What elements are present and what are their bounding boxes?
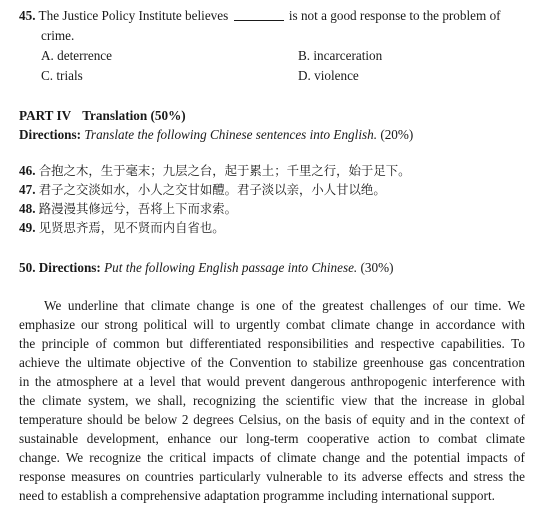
passage-line: the principle of common but differentiated responsibilities and respective capabilities. To <box>19 336 525 351</box>
directions-label: Directions: <box>19 127 82 142</box>
item-text: 见贤思齐焉，见不贤而内自省也。 <box>38 220 225 235</box>
directions-text: Put the following English passage into Chinese. <box>104 260 358 275</box>
item-number: 49. <box>19 220 36 235</box>
passage-line: response measures on countries particularly vulnerable to its adverse effects and stress the <box>19 469 525 484</box>
part-directions <box>19 125 413 144</box>
item-text: 路漫漫其修远兮，吾将上下而求索。 <box>38 201 238 216</box>
passage-line: need to establish a comprehensive adaptation programme including international support. <box>19 488 496 503</box>
part-label: PART IV <box>19 108 71 123</box>
item-text: 君子之交淡如水，小人之交甘如醴。君子淡以亲，小人甘以绝。 <box>38 182 386 197</box>
passage-line: change. We recognize the critical impacts of climate change and the potential impacts of <box>19 450 525 465</box>
option-c: C. trials <box>41 68 83 83</box>
passage-line: emphasize our strong political will to urgently combat climate change in accordance with <box>19 317 525 332</box>
part-heading <box>19 106 186 125</box>
item-text: 合抱之木，生于毫末；九层之台，起于累土；千里之行，始于足下。 <box>38 163 411 178</box>
list-item <box>19 199 237 218</box>
passage-line: temperature should be below 2 degrees Celsius, on the basis of equity and in the context of <box>19 412 525 427</box>
item-number: 48. <box>19 201 36 216</box>
question-45-number: 45. <box>19 8 36 23</box>
question-45-stem <box>19 6 501 25</box>
question-45-text-after: is not a good response to the problem of <box>288 8 501 23</box>
item-number: 46. <box>19 163 36 178</box>
passage-line: We underline that climate change is one of the greatest challenges of our time. We <box>44 298 525 313</box>
question-50-directions <box>19 258 394 277</box>
passage-line: sustainable development, enhance our long-term cooperative action to combat climate <box>19 431 525 446</box>
directions-label: Directions: <box>38 260 101 275</box>
passage-line: the climate system, we shall, recognizing the scientific view that the increase in global <box>19 393 525 408</box>
list-item <box>19 180 386 199</box>
option-a: A. deterrence <box>41 48 113 63</box>
list-item <box>19 161 411 180</box>
directions-text: Translate the following Chinese sentences into English. <box>84 127 378 142</box>
passage-line: achieve the ultimate objective of the Convention to stabilize greenhouse gas concentration <box>19 355 525 370</box>
option-d: D. violence <box>298 68 359 83</box>
item-number: 47. <box>19 182 36 197</box>
directions-points: (30%) <box>360 260 394 275</box>
option-b: B. incarceration <box>298 48 383 63</box>
answer-blank <box>234 8 284 21</box>
list-item <box>19 218 225 237</box>
question-50-number: 50. <box>19 260 36 275</box>
passage-line: in the atmosphere at a level that would prevent dangerous anthropogenic interference with <box>19 374 525 389</box>
question-45-text-before: The Justice Policy Institute believes <box>38 8 229 23</box>
part-title: Translation (50%) <box>82 108 186 123</box>
question-45-continuation: crime. <box>41 28 75 43</box>
directions-points: (20%) <box>380 127 414 142</box>
